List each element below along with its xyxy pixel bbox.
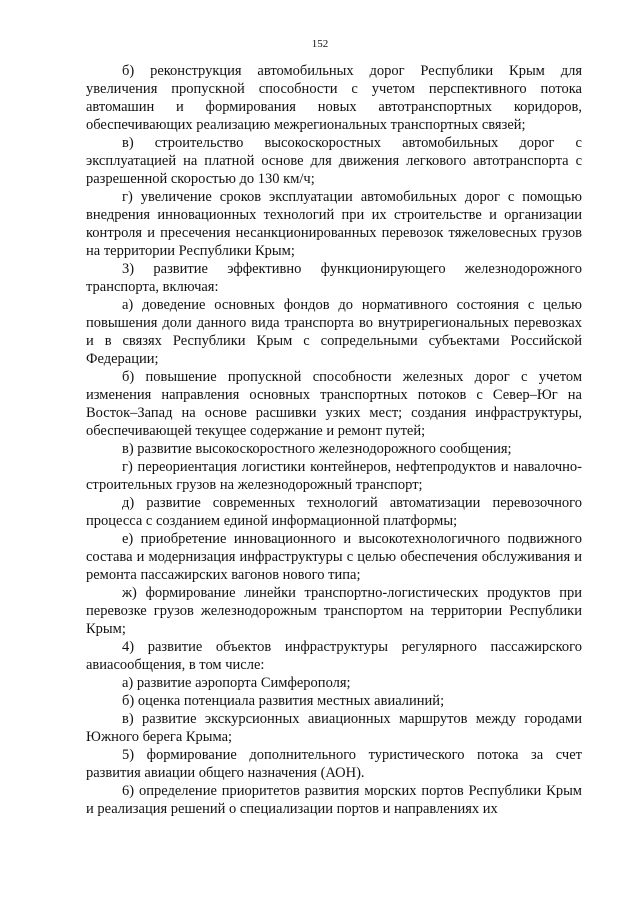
paragraph-v-excursion-routes: в) развитие экскурсионных авиационных маршрутов между городами Южного берега Крыма; bbox=[86, 711, 582, 745]
paragraph-v-highway-construction: в) строительство высокоскоростных автомобильных дорог с эксплуатацией на платной основе для движения легкового автотранспорта с разрешенной скоростью до 130 км/ч; bbox=[86, 135, 582, 187]
paragraph-g-logistics: г) переориентация логистики контейнеров, нефтепродуктов и навалочно-строительных грузов на железнодорожный транспорт; bbox=[86, 459, 582, 493]
paragraph-d-automation: д) развитие современных технологий автоматизации перевозочного процесса с созданием единой информационной платформы; bbox=[86, 495, 582, 529]
document-body bbox=[86, 62, 582, 818]
paragraph-6-sea-ports: 6) определение приоритетов развития морских портов Республики Крым и реализация решений о специализации портов и направлениях их bbox=[86, 783, 582, 817]
paragraph-v-high-speed-rail: в) развитие высокоскоростного железнодорожного сообщения; bbox=[122, 441, 512, 457]
paragraph-3-railway: 3) развитие эффективно функционирующего железнодорожного транспорта, включая: bbox=[86, 261, 582, 295]
paragraph-5-general-aviation: 5) формирование дополнительного туристического потока за счет развития авиации общего назначения (АОН). bbox=[86, 747, 582, 781]
paragraph-b-local-airlines: б) оценка потенциала развития местных авиалиний; bbox=[122, 693, 445, 709]
paragraph-zh-logistics-products: ж) формирование линейки транспортно-логистических продуктов при перевозке грузов железнодорожным транспортом на территории Республики Крым; bbox=[86, 585, 582, 637]
page-number: 152 bbox=[311, 38, 329, 50]
paragraph-b-rail-capacity: б) повышение пропускной способности железных дорог с учетом изменения направления основных транспортных потоков с Север–Юг на Восток–Запад на основе расшивки узких мест; создания инфраструктуры, обеспечивающей текущее содержание и ремонт путей; bbox=[86, 369, 582, 439]
paragraph-g-road-lifetime: г) увеличение сроков эксплуатации автомобильных дорог с помощью внедрения инновационных технологий при их строительстве и организации контроля и пресечения несанкционированных перевозок тяжеловесных грузов на территории Республики Крым; bbox=[86, 189, 582, 259]
paragraph-a-fixed-assets: а) доведение основных фондов до нормативного состояния с целью повышения доли данного вида транспорта во внутрирегиональных перевозках и в связях Республики Крым с сопредельными субъектами Российской Федерации; bbox=[86, 297, 582, 367]
paragraph-a-airport: а) развитие аэропорта Симферополя; bbox=[122, 675, 351, 691]
paragraph-4-aviation: 4) развитие объектов инфраструктуры регулярного пассажирского авиасообщения, в том числе: bbox=[86, 639, 582, 673]
paragraph-e-rolling-stock: е) приобретение инновационного и высокотехнологичного подвижного состава и модернизация инфраструктуры с целью обеспечения обслуживания и ремонта пассажирских вагонов нового типа; bbox=[86, 531, 582, 583]
paragraph-b-road-reconstruction: б) реконструкция автомобильных дорог Республики Крым для увеличения пропускной способности с учетом перспективного потока автомашин и формирования новых автотранспортных коридоров, обеспечивающих реализацию межрегиональных транспортных связей; bbox=[86, 63, 582, 133]
